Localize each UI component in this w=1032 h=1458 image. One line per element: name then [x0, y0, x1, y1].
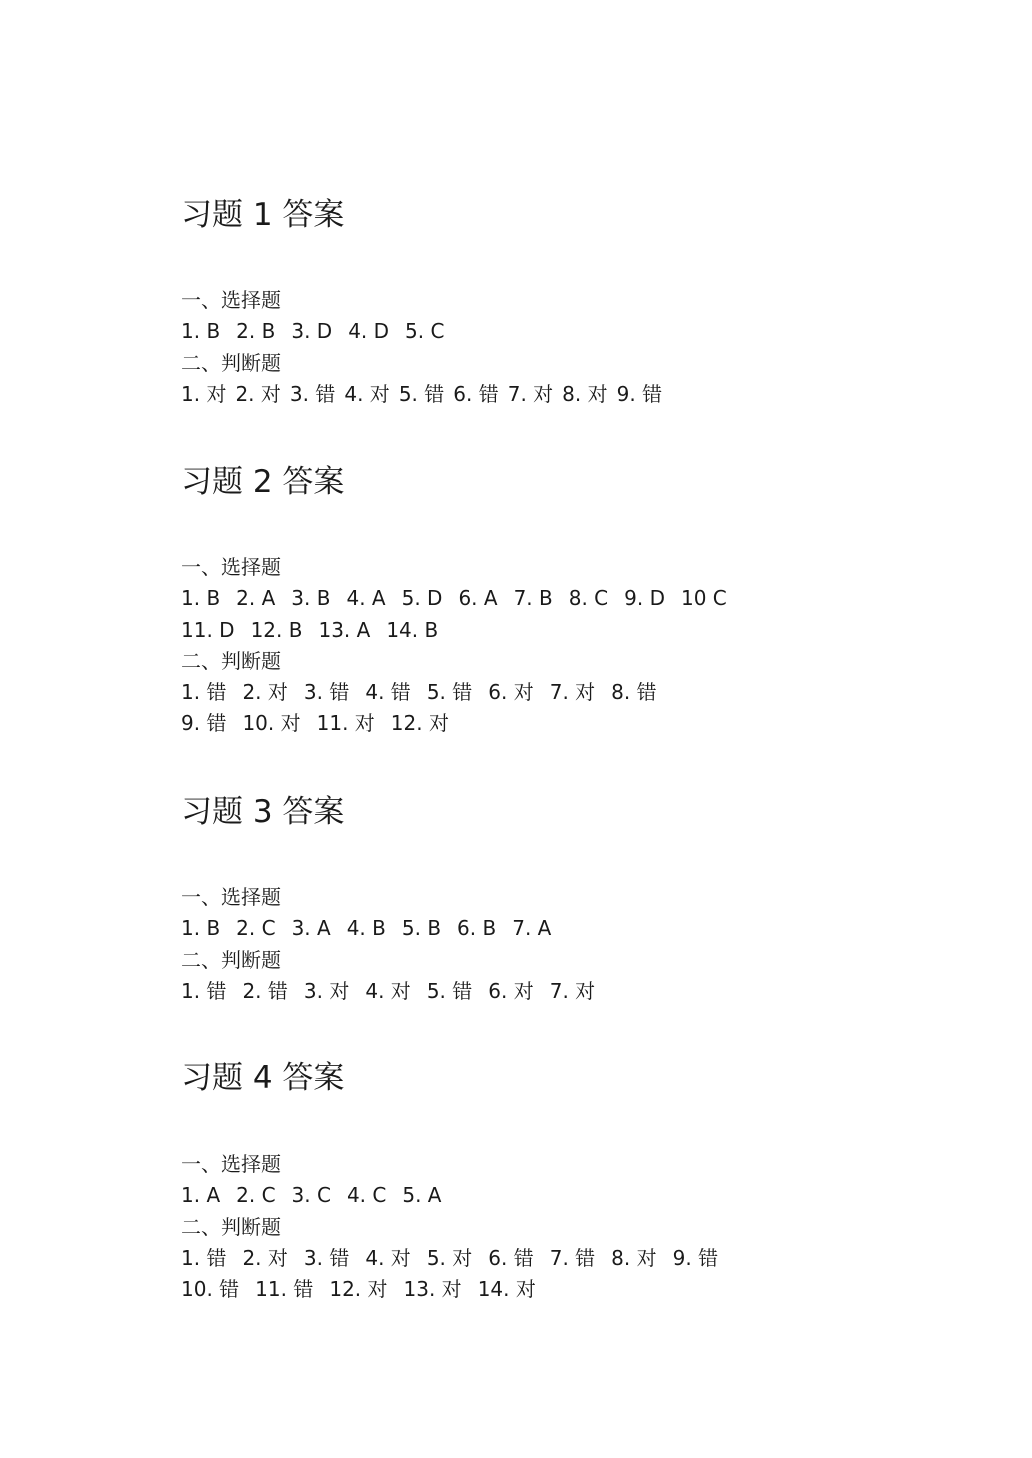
- answer-item: 7. 对: [507, 381, 554, 406]
- answer-item: 4. 对: [344, 381, 390, 406]
- answer-item: 4. 对: [365, 1245, 411, 1270]
- answer-item: 6. 对: [488, 978, 534, 1003]
- answer-item: 12. 对: [329, 1277, 388, 1302]
- exercise-section: [181, 462, 961, 736]
- exercise-section: [181, 1058, 961, 1302]
- answer-item: 3. A: [291, 916, 331, 941]
- answer-lines: [181, 552, 961, 740]
- answer-row: [181, 913, 961, 944]
- answer-item: 4. 对: [365, 978, 411, 1003]
- answer-item: 9. 错: [672, 1245, 719, 1270]
- answer-item: 9. 错: [616, 381, 663, 406]
- answer-item: 6. 错: [488, 1245, 534, 1270]
- section-title: 习题 4 答案: [181, 1060, 345, 1096]
- answer-item: 1. B: [181, 586, 221, 611]
- answer-item: 5. D: [401, 586, 443, 611]
- answer-item: 9. D: [624, 586, 665, 611]
- question-type-label: 二、判断题: [181, 648, 281, 673]
- answer-row: [181, 379, 961, 410]
- question-type-label: 二、判断题: [181, 947, 281, 972]
- answer-item: 3. B: [291, 586, 331, 611]
- answer-item: 13. 对: [403, 1277, 462, 1302]
- answer-item: 2. 对: [242, 1245, 288, 1270]
- answer-item: 3. 错: [289, 381, 336, 406]
- answer-item: 5. 错: [398, 381, 445, 406]
- section-title: 习题 2 答案: [181, 464, 345, 500]
- answer-item: 7. A: [512, 916, 552, 941]
- question-type-label: 一、选择题: [181, 885, 281, 909]
- answer-item: 1. 错: [181, 1245, 227, 1270]
- answer-item: 10 C: [680, 586, 727, 611]
- answer-item: 6. A: [458, 586, 498, 611]
- answer-item: 2. B: [236, 319, 276, 344]
- question-type-label: 二、判断题: [181, 1214, 281, 1239]
- answer-item: 13. A: [318, 617, 371, 642]
- answer-item: 1. B: [181, 916, 221, 941]
- answer-row: [181, 316, 961, 347]
- answer-item: 1. B: [181, 319, 221, 344]
- answer-item: 4. B: [346, 916, 386, 941]
- answer-item: 11. D: [181, 617, 235, 642]
- answer-item: 2. 对: [242, 680, 288, 705]
- answer-item: 14. B: [386, 617, 439, 642]
- answer-item: 11. 错: [255, 1277, 314, 1302]
- question-type-label: 一、选择题: [181, 1152, 281, 1176]
- section-title: 习题 1 答案: [181, 197, 345, 233]
- answer-item: 2. A: [236, 586, 276, 611]
- answer-item: 2. C: [236, 916, 276, 941]
- answer-item: 6. 错: [453, 381, 499, 406]
- answer-row: [181, 1180, 961, 1211]
- exercise-section: [181, 792, 961, 1003]
- answer-item: 3. 错: [303, 1245, 350, 1270]
- answer-item: 7. 错: [549, 1245, 596, 1270]
- answer-item: 14. 对: [477, 1277, 536, 1302]
- answer-item: 3. 对: [303, 978, 350, 1003]
- answer-item: 5. 对: [426, 1245, 473, 1270]
- answer-row: [181, 583, 961, 614]
- answer-item: 1. A: [181, 1183, 221, 1208]
- answer-item: 7. B: [513, 586, 553, 611]
- answer-item: 3. C: [291, 1183, 331, 1208]
- answer-row: [181, 708, 961, 739]
- answer-item: 4. A: [346, 586, 386, 611]
- answer-item: 5. B: [401, 916, 442, 941]
- answer-lines: [181, 1149, 961, 1305]
- section-title: 习题 3 答案: [181, 794, 345, 830]
- answer-row: [181, 1243, 961, 1274]
- exercise-section: [181, 195, 961, 406]
- answer-item: 6. 对: [488, 680, 534, 705]
- answer-item: 3. 错: [303, 680, 350, 705]
- answer-item: 11. 对: [316, 711, 375, 736]
- answer-item: 1. 错: [181, 680, 227, 705]
- answer-item: 2. 错: [242, 978, 288, 1003]
- answer-item: 2. C: [236, 1183, 276, 1208]
- answer-item: 5. C: [405, 319, 445, 344]
- answer-item: 3. D: [291, 319, 333, 344]
- answer-item: 1. 对: [181, 381, 227, 406]
- answer-row: [181, 976, 961, 1007]
- answer-row: [181, 1274, 961, 1305]
- answer-item: 10. 错: [181, 1277, 240, 1302]
- answer-item: 9. 错: [181, 711, 227, 736]
- answer-lines: [181, 285, 961, 410]
- answer-item: 7. 对: [549, 978, 596, 1003]
- answer-item: 8. 对: [611, 1245, 657, 1270]
- answer-item: 6. B: [457, 916, 497, 941]
- answer-item: 4. C: [346, 1183, 387, 1208]
- question-type-label: 一、选择题: [181, 288, 281, 312]
- answer-item: 4. D: [348, 319, 390, 344]
- answer-item: 1. 错: [181, 978, 227, 1003]
- answer-item: 7. 对: [549, 680, 596, 705]
- answer-item: 8. C: [568, 586, 609, 611]
- answer-row: [181, 615, 961, 646]
- answer-item: 8. 错: [611, 680, 657, 705]
- question-type-label: 一、选择题: [181, 555, 281, 579]
- answer-row: [181, 677, 961, 708]
- answer-item: 5. 错: [426, 978, 473, 1003]
- answer-item: 2. 对: [235, 381, 281, 406]
- answer-item: 4. 错: [365, 680, 411, 705]
- answer-item: 5. A: [402, 1183, 442, 1208]
- answer-item: 5. 错: [426, 680, 473, 705]
- question-type-label: 二、判断题: [181, 350, 281, 375]
- answer-item: 8. 对: [562, 381, 608, 406]
- answer-item: 12. B: [250, 617, 303, 642]
- answer-item: 10. 对: [242, 711, 301, 736]
- answer-lines: [181, 882, 961, 1007]
- answer-item: 12. 对: [390, 711, 449, 736]
